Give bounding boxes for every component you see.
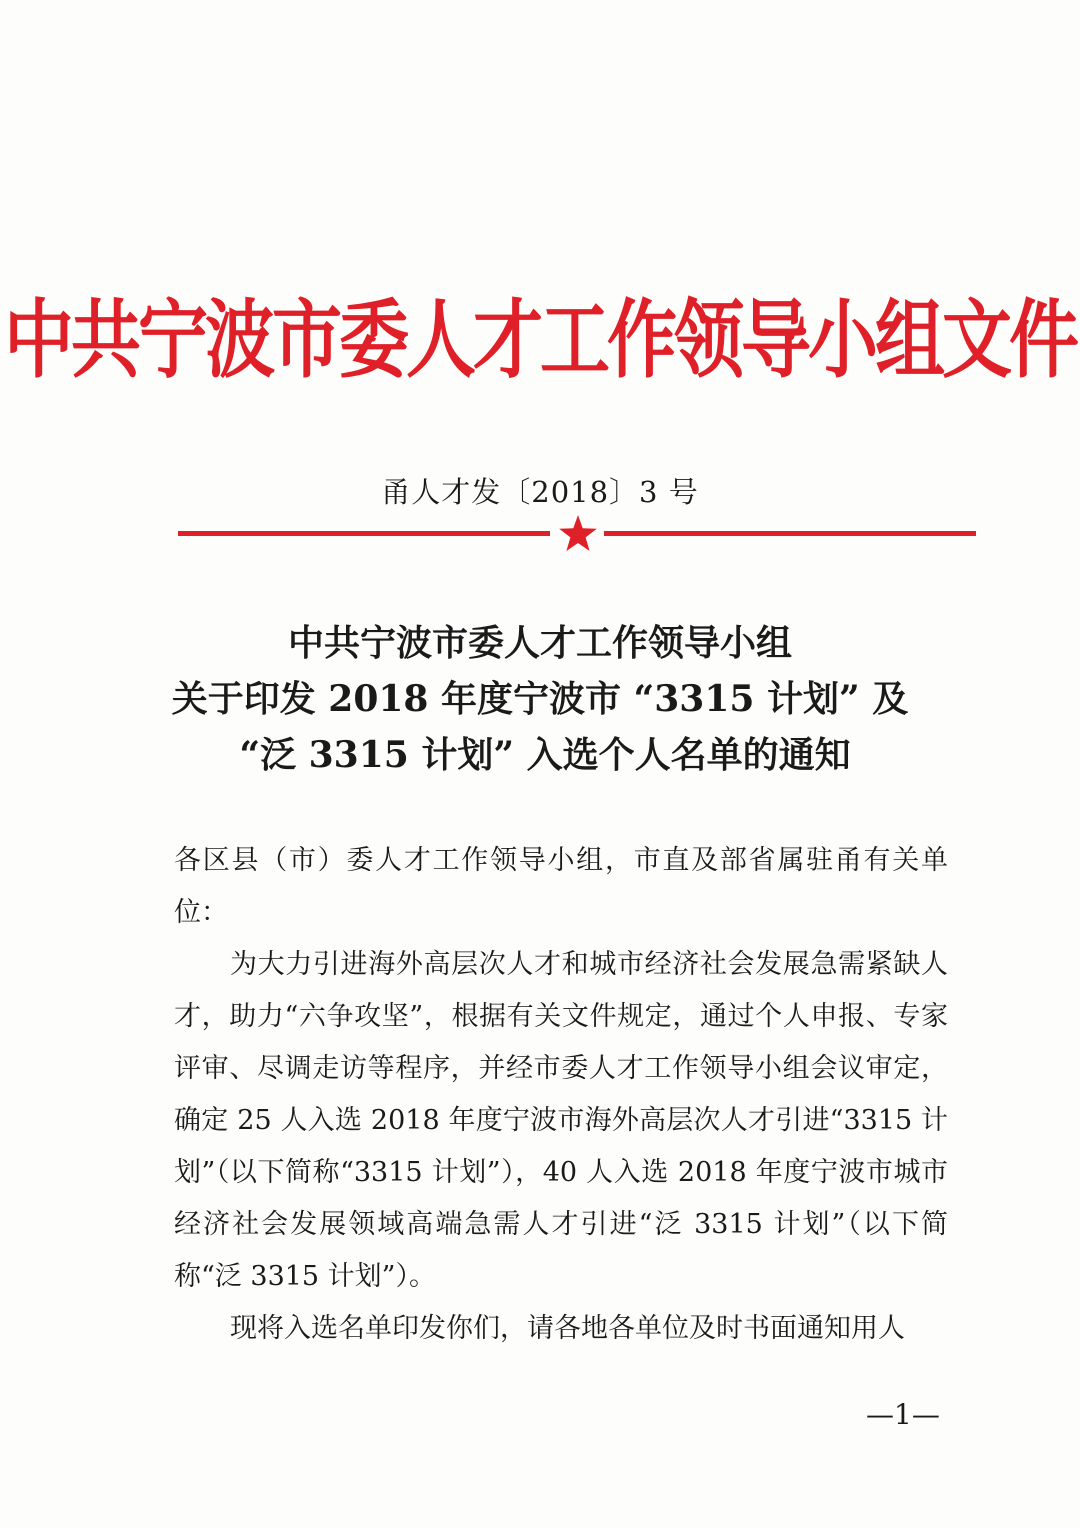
document-header-title: 中共宁波市委人才工作领导小组文件 <box>4 290 1076 391</box>
notice-title <box>0 615 1080 783</box>
header-divider-right <box>604 531 976 536</box>
header-divider-left <box>178 531 550 536</box>
page-number: —1— <box>866 1398 940 1431</box>
body-paragraph-2: 现将入选名单印发你们，请各地各单位及时书面通知用人 <box>230 1313 905 1344</box>
notice-title-line-3: “泛 3315 计划” 入选个人名单的通知 <box>239 734 851 776</box>
document-number: 甬人才发〔2018〕3 号 <box>381 475 699 509</box>
salutation: 各区县（市）委人才工作领导小组，市直及部省属驻甬有关单位： <box>174 845 948 928</box>
body-paragraph-1: 为大力引进海外高层次人才和城市经济社会发展急需紧缺人才，助力“六争攻坚”，根据有关文件规定，通过个人申报、专家评审、尽调走访等程序，并经市委人才工作领导小组会议审定，确定 25 人入选 2018 年度宁波市海外高层次人才引进“3315 计划”（以下简称“3315 计划”），40 人入选 2018 年度宁波市城市经济社会发展领域高端急需人才引进“泛 3315 计划”（以下简称“泛 3315 计划”）。 <box>174 949 948 1292</box>
document-body <box>174 835 948 1355</box>
notice-title-line-2: 关于印发 2018 年度宁波市 “3315 计划” 及 <box>171 678 909 720</box>
star-icon <box>558 513 598 553</box>
notice-title-line-1: 中共宁波市委人才工作领导小组 <box>287 622 792 664</box>
